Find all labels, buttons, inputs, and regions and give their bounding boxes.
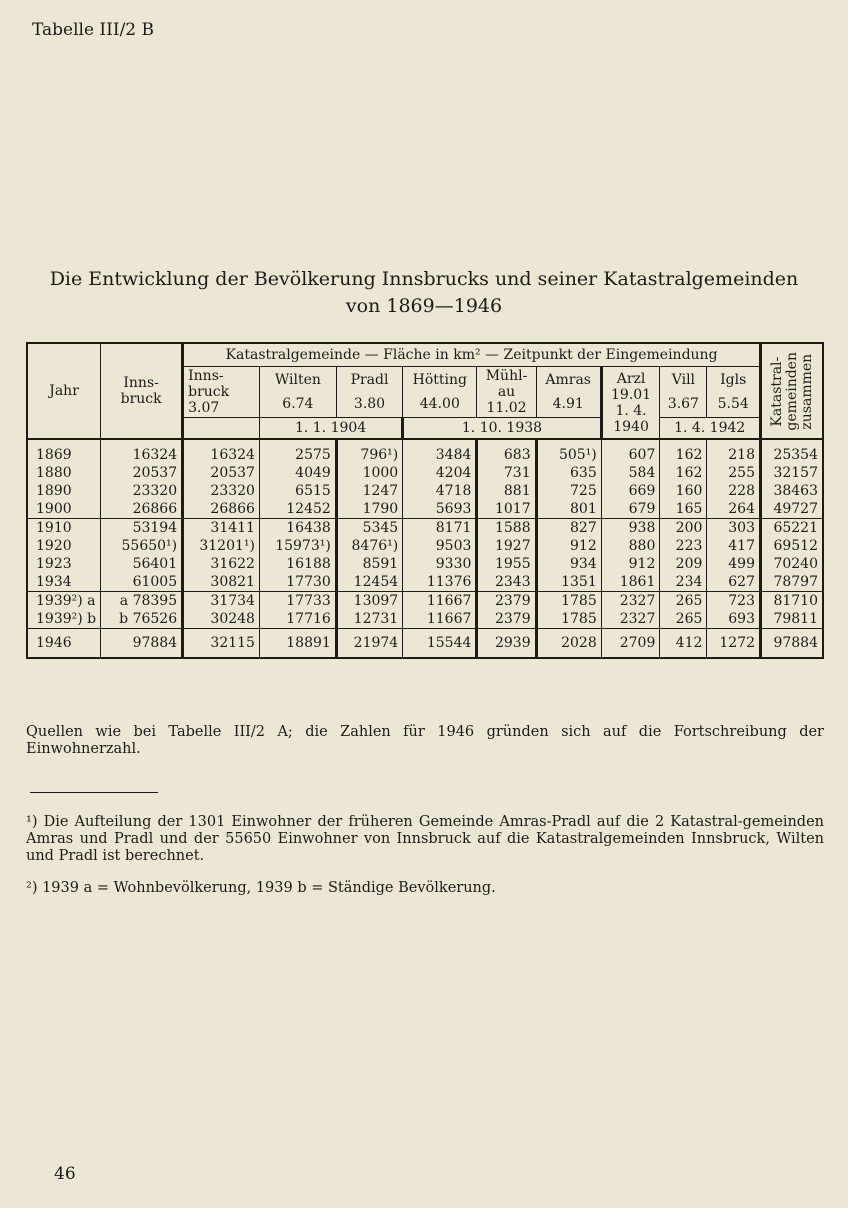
value-cell: 31201¹)	[183, 537, 260, 555]
page-number: 46	[54, 1164, 76, 1184]
value-cell: 70240	[761, 555, 824, 573]
table-row	[27, 537, 823, 555]
col-header-zusammen-label: Katastral- gemeinden zusammen	[768, 351, 815, 431]
value-cell: 693	[707, 610, 761, 629]
value-cell: 1955	[477, 555, 536, 573]
value-cell: 505¹)	[536, 439, 601, 464]
kg-pradl-name: Pradl	[350, 372, 389, 388]
value-cell: 934	[536, 555, 601, 573]
table-title-line-2: von 1869—1946	[345, 295, 503, 317]
kg-innsbruck-area: 3.07	[188, 400, 220, 416]
value-cell: 1785	[536, 610, 601, 629]
value-cell: 30248	[183, 610, 260, 629]
col-header-kg-innsbruck-date	[183, 418, 260, 440]
value-cell: 9503	[403, 537, 477, 555]
value-cell: 165	[660, 500, 707, 519]
value-cell: 15973¹)	[259, 537, 336, 555]
table-title-line-1: Die Entwicklung der Bevölkerung Innsbrucks und seiner Katastralgemeinden	[49, 268, 799, 290]
value-cell: 23320	[183, 482, 260, 500]
kg-muehlau-area: 11.02	[486, 400, 527, 416]
value-cell: 223	[660, 537, 707, 555]
kg-muehlau-name: Mühl- au	[485, 368, 528, 400]
value-cell: 801	[536, 500, 601, 519]
value-cell: 12731	[336, 610, 402, 629]
table-row	[27, 500, 823, 519]
value-cell: 1861	[601, 573, 660, 592]
value-cell: 31622	[183, 555, 260, 573]
value-cell: 1247	[336, 482, 402, 500]
value-cell: 2379	[477, 610, 536, 629]
value-cell: 938	[601, 519, 660, 538]
table-title	[0, 266, 848, 320]
kg-amras-area: 4.91	[552, 396, 584, 412]
table-reference-label: Tabelle III/2 B	[32, 20, 155, 40]
value-cell: 2379	[477, 592, 536, 611]
value-cell: 79811	[761, 610, 824, 629]
value-cell: 1000	[336, 464, 402, 482]
col-header-kg-vill	[660, 367, 707, 418]
value-cell: 627	[707, 573, 761, 592]
value-cell: 12452	[259, 500, 336, 519]
value-cell: 2327	[601, 592, 660, 611]
col-header-kg-pradl	[336, 367, 402, 418]
value-cell: 53194	[101, 519, 183, 538]
value-cell: 23320	[101, 482, 183, 500]
value-cell: 228	[707, 482, 761, 500]
value-cell: 723	[707, 592, 761, 611]
value-cell: 1790	[336, 500, 402, 519]
value-cell: 499	[707, 555, 761, 573]
value-cell: 2343	[477, 573, 536, 592]
value-cell: 669	[601, 482, 660, 500]
value-cell: 18891	[259, 629, 336, 659]
value-cell: 49727	[761, 500, 824, 519]
value-cell: 32115	[183, 629, 260, 659]
value-cell: 11667	[403, 610, 477, 629]
value-cell: 69512	[761, 537, 824, 555]
value-cell: 20537	[183, 464, 260, 482]
value-cell: 303	[707, 519, 761, 538]
col-header-kg-amras	[536, 367, 601, 418]
year-cell: 1946	[27, 629, 101, 659]
col-header-jahr: Jahr	[27, 343, 101, 439]
table-row	[27, 629, 823, 659]
kg-pradl-area: 3.80	[353, 396, 386, 412]
value-cell: 16324	[183, 439, 260, 464]
year-cell: 1880	[27, 464, 101, 482]
value-cell: 16188	[259, 555, 336, 573]
kg-vill-area: 3.67	[667, 396, 699, 412]
value-cell: 26866	[101, 500, 183, 519]
value-cell: 9330	[403, 555, 477, 573]
value-cell: 11376	[403, 573, 477, 592]
col-header-group: Katastralgemeinde — Fläche in km² — Zeitpunkt der Eingemeindung	[183, 343, 761, 367]
table-row	[27, 592, 823, 611]
value-cell: 26866	[183, 500, 260, 519]
sources-note: Quellen wie bei Tabelle III/2 A; die Zahlen für 1946 gründen sich auf die Fortschreibung der Einwohnerzahl.	[26, 724, 824, 757]
col-header-kg-muehlau	[477, 367, 536, 418]
value-cell: 796¹)	[336, 439, 402, 464]
col-header-kg-wilten	[259, 367, 336, 418]
value-cell: 16324	[101, 439, 183, 464]
value-cell: 160	[660, 482, 707, 500]
value-cell: 200	[660, 519, 707, 538]
value-cell: 38463	[761, 482, 824, 500]
value-cell: 8171	[403, 519, 477, 538]
kg-hoetting-area: 44.00	[419, 396, 460, 412]
year-cell: 1939²) b	[27, 610, 101, 629]
value-cell: a 78395	[101, 592, 183, 611]
value-cell: 265	[660, 592, 707, 611]
kg-arzl-date: 1. 4. 1940	[613, 402, 649, 435]
value-cell: 209	[660, 555, 707, 573]
value-cell: 20537	[101, 464, 183, 482]
value-cell: 16438	[259, 519, 336, 538]
col-header-kg-innsbruck	[183, 367, 260, 418]
table-row	[27, 439, 823, 464]
value-cell: 17733	[259, 592, 336, 611]
footnote-1: ¹) Die Aufteilung der 1301 Einwohner der früheren Gemeinde Amras-Pradl auf die 2 Katastral-gemeinden Amras und Pradl und der 55650 Einwohner von Innsbruck auf die Katastralgemeinden Innsbruck, Wilten und Pradl ist berechnet.	[26, 814, 824, 864]
footnote-divider	[30, 792, 158, 793]
value-cell: 635	[536, 464, 601, 482]
value-cell: 417	[707, 537, 761, 555]
table-row	[27, 610, 823, 629]
value-cell: 725	[536, 482, 601, 500]
kg-wilten-name: Wilten	[274, 372, 321, 388]
value-cell: 731	[477, 464, 536, 482]
value-cell: 607	[601, 439, 660, 464]
col-header-kg-hoetting	[403, 367, 477, 418]
value-cell: 162	[660, 464, 707, 482]
table-row	[27, 464, 823, 482]
value-cell: 234	[660, 573, 707, 592]
value-cell: 1351	[536, 573, 601, 592]
value-cell: 2028	[536, 629, 601, 659]
value-cell: 13097	[336, 592, 402, 611]
col-header-innsbruck-total: Inns- bruck	[101, 343, 183, 439]
value-cell: 827	[536, 519, 601, 538]
value-cell: 912	[601, 555, 660, 573]
value-cell: 17730	[259, 573, 336, 592]
value-cell: 880	[601, 537, 660, 555]
year-cell: 1934	[27, 573, 101, 592]
value-cell: 265	[660, 610, 707, 629]
year-cell: 1869	[27, 439, 101, 464]
kg-wilten-area: 6.74	[282, 396, 314, 412]
value-cell: 32157	[761, 464, 824, 482]
value-cell: 1272	[707, 629, 761, 659]
value-cell: 17716	[259, 610, 336, 629]
value-cell: 97884	[101, 629, 183, 659]
value-cell: 4718	[403, 482, 477, 500]
value-cell: 31734	[183, 592, 260, 611]
value-cell: 8476¹)	[336, 537, 402, 555]
table-row	[27, 573, 823, 592]
value-cell: 4204	[403, 464, 477, 482]
value-cell: 912	[536, 537, 601, 555]
value-cell: 81710	[761, 592, 824, 611]
incorporation-date-1904: 1. 1. 1904	[259, 418, 402, 440]
population-table-container	[26, 342, 824, 659]
value-cell: 78797	[761, 573, 824, 592]
table-row	[27, 519, 823, 538]
kg-vill-name: Vill	[671, 372, 696, 388]
value-cell: 55650¹)	[101, 537, 183, 555]
value-cell: 881	[477, 482, 536, 500]
population-table	[26, 342, 824, 659]
value-cell: 218	[707, 439, 761, 464]
value-cell: 2709	[601, 629, 660, 659]
value-cell: 2327	[601, 610, 660, 629]
value-cell: 1785	[536, 592, 601, 611]
value-cell: 255	[707, 464, 761, 482]
value-cell: 2575	[259, 439, 336, 464]
population-table-body	[27, 439, 823, 658]
value-cell: 264	[707, 500, 761, 519]
value-cell: 6515	[259, 482, 336, 500]
value-cell: 25354	[761, 439, 824, 464]
col-header-kg-igls	[707, 367, 761, 418]
value-cell: 3484	[403, 439, 477, 464]
value-cell: 1588	[477, 519, 536, 538]
value-cell: 1927	[477, 537, 536, 555]
value-cell: 679	[601, 500, 660, 519]
incorporation-date-1938: 1. 10. 1938	[403, 418, 602, 440]
value-cell: 30821	[183, 573, 260, 592]
value-cell: 5693	[403, 500, 477, 519]
value-cell: 412	[660, 629, 707, 659]
kg-arzl-name: Arzl	[616, 370, 646, 387]
year-cell: 1939²) a	[27, 592, 101, 611]
year-cell: 1923	[27, 555, 101, 573]
footnote-2: ²) 1939 a = Wohnbevölkerung, 1939 b = Ständige Bevölkerung.	[26, 880, 496, 896]
col-header-zusammen	[761, 343, 824, 439]
kg-arzl-area: 19.01	[611, 386, 652, 403]
value-cell: 4049	[259, 464, 336, 482]
kg-igls-name: Igls	[720, 372, 747, 388]
kg-innsbruck-name: Inns- bruck	[188, 368, 230, 400]
value-cell: 584	[601, 464, 660, 482]
value-cell: 15544	[403, 629, 477, 659]
value-cell: 31411	[183, 519, 260, 538]
value-cell: 683	[477, 439, 536, 464]
value-cell: b 76526	[101, 610, 183, 629]
value-cell: 2939	[477, 629, 536, 659]
value-cell: 162	[660, 439, 707, 464]
value-cell: 97884	[761, 629, 824, 659]
kg-amras-name: Amras	[545, 372, 591, 388]
value-cell: 12454	[336, 573, 402, 592]
value-cell: 8591	[336, 555, 402, 573]
col-header-kg-arzl	[601, 367, 660, 440]
value-cell: 56401	[101, 555, 183, 573]
table-row	[27, 555, 823, 573]
value-cell: 61005	[101, 573, 183, 592]
kg-igls-area: 5.54	[717, 396, 749, 412]
table-row	[27, 482, 823, 500]
year-cell: 1890	[27, 482, 101, 500]
year-cell: 1900	[27, 500, 101, 519]
value-cell: 21974	[336, 629, 402, 659]
value-cell: 65221	[761, 519, 824, 538]
value-cell: 1017	[477, 500, 536, 519]
incorporation-date-1942: 1. 4. 1942	[660, 418, 761, 440]
year-cell: 1920	[27, 537, 101, 555]
value-cell: 5345	[336, 519, 402, 538]
year-cell: 1910	[27, 519, 101, 538]
value-cell: 11667	[403, 592, 477, 611]
kg-hoetting-name: Hötting	[412, 372, 467, 388]
